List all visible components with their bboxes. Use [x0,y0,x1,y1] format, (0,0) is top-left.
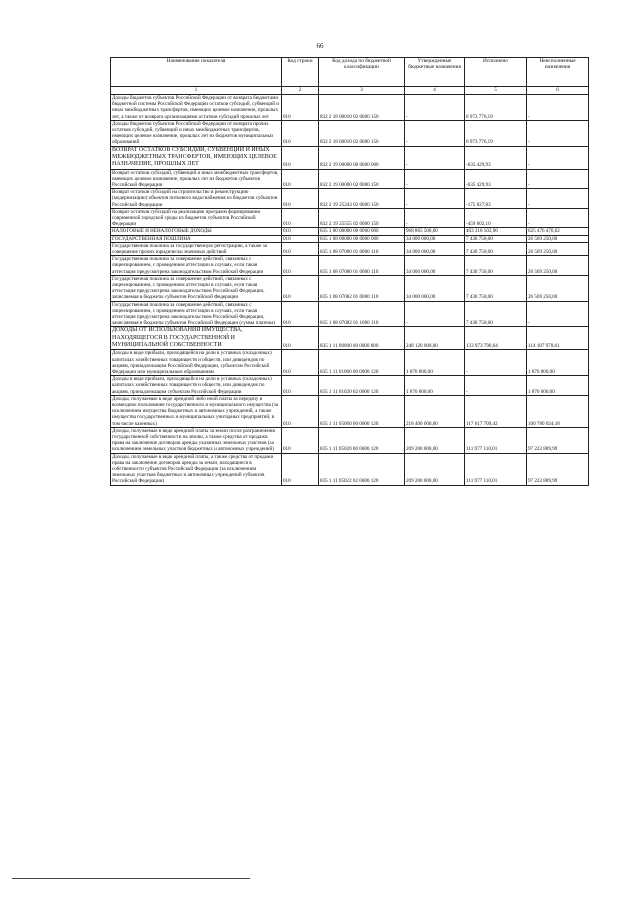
table-row [111,327,589,350]
row-approved: - [405,95,465,121]
row-name: Возврат остатков субсидий, субвенций и иных межбюджетных трансфертов, имеющих целевое назначение, прошлых лет из бюджетов субъектов Российской Федерации [111,169,282,189]
row-unexecuted: - [527,189,589,209]
column-number: 1 [111,87,282,95]
row-line-code: 010 [282,146,319,169]
row-name: Доходы в виде прибыли, приходящейся на доли в уставных (складочных) капиталах хозяйственных товариществ и обществ, или дивидендов по акциям, принадлежащим Российской Федерации, субъектам Российской Федерации или муниципальным образованиям [111,350,282,376]
row-executed: 7 430 750,00 [465,242,527,255]
row-unexecuted: - [527,301,589,327]
row-revenue-code: 835 1 11 05020 00 0000 120 [319,427,405,453]
column-header-line-code: Код строки [282,58,319,87]
row-name: Доходы, получаемые в виде арендной платы за земли после разграничения государственной собственности на землю, а также средства от продажи права на заключение договоров аренды указанных земельных участков (за исключением земельных участков бюджетных и автономных учреждений) [111,427,282,453]
row-name: Доходы бюджетов субъектов Российской Федерации от возврата бюджетами бюджетной системы Российской Федерации остатков субсидий, субвенций и иных межбюджетных трансфертов, имеющих целевое назначение, прошлых лет, а также от возврата организациями остатков субсидий прошлых лет [111,95,282,121]
row-line-code: 010 [282,395,319,427]
row-unexecuted: 1 876 000,00 [527,350,589,376]
column-header-name: Наименование показателя [111,58,282,87]
row-executed: 111 977 110,01 [465,427,527,453]
row-executed: 7 430 750,00 [465,235,527,242]
table-row [111,189,589,209]
row-name: Возврат остатков субсидий на реализацию программ формирования современной городской среды из бюджетов субъектов Российской Федерации [111,208,282,228]
row-approved: - [405,208,465,228]
row-name: ГОСУДАРСТВЕННАЯ ПОШЛИНА [111,235,282,242]
table-row [111,453,589,485]
row-line-code: 010 [282,242,319,255]
row-approved: 209 200 000,00 [405,427,465,453]
row-line-code: 010 [282,228,319,235]
row-line-code: 010 [282,235,319,242]
row-revenue-code: 835 1 08 07080 01 0000 110 [319,256,405,276]
row-unexecuted: - [527,95,589,121]
row-line-code: 010 [282,208,319,228]
row-revenue-code: 832 2 19 25555 02 0000 150 [319,208,405,228]
table-row [111,376,589,396]
row-executed: 7 430 750,00 [465,256,527,276]
table-row [111,169,589,189]
table-row [111,242,589,255]
row-executed: -175 827,83 [465,189,527,209]
row-name: Доходы в виде прибыли, приходящейся на доли в уставных (складочных) капиталах хозяйственных товариществ и обществ, или дивидендов по акциям, принадлежащим субъектам Российской Федерации [111,376,282,396]
table-row [111,235,589,242]
row-unexecuted: - [527,120,589,146]
row-executed: 403 318 502,96 [465,228,527,235]
row-line-code: 010 [282,95,319,121]
row-executed: 111 977 110,01 [465,453,527,485]
table-header-row [111,58,589,87]
row-approved: 34 000 000,00 [405,256,465,276]
row-unexecuted: - [527,146,589,169]
row-unexecuted: 114 187 970,61 [527,327,589,350]
row-revenue-code: 835 1 00 00000 00 0000 000 [319,228,405,235]
row-revenue-code: 832 2 18 60010 02 0000 150 [319,120,405,146]
row-approved: - [405,189,465,209]
row-line-code: 010 [282,376,319,396]
row-revenue-code: 835 1 11 05022 02 0000 120 [319,453,405,485]
row-approved: 1 876 000,00 [405,376,465,396]
footer-rule [12,878,250,879]
row-line-code: 010 [282,327,319,350]
row-unexecuted: 26 569 250,00 [527,242,589,255]
table-row [111,120,589,146]
row-revenue-code: 835 1 11 01000 00 0000 120 [319,350,405,376]
table-row [111,95,589,121]
row-name: Возврат остатков субсидий на строительство и реконструкцию (модернизацию) объектов питьевого водоснабжения из бюджетов субъектов Российской Федерации [111,189,282,209]
column-number: 2 [282,87,319,95]
row-line-code: 010 [282,189,319,209]
row-unexecuted: - [527,208,589,228]
column-number: 6 [527,87,589,95]
row-name: ВОЗВРАТ ОСТАТКОВ СУБСИДИЙ, СУБВЕНЦИЙ И ИНЫХ МЕЖБЮДЖЕТНЫХ ТРАНСФЕРТОВ, ИМЕЮЩИХ ЦЕЛЕВОЕ НАЗНАЧЕНИЕ, ПРОШЛЫХ ЛЕТ [111,146,282,169]
row-executed: -459 602,10 [465,208,527,228]
row-revenue-code: 832 2 19 00000 00 0000 000 [319,146,405,169]
row-revenue-code: 832 2 18 00010 02 0000 150 [319,95,405,121]
column-header-revenue-code: Код дохода по бюджетной классификации [319,58,405,87]
row-line-code: 010 [282,350,319,376]
row-unexecuted: 26 569 250,00 [527,256,589,276]
row-unexecuted: 625 476 470,02 [527,228,589,235]
table-row [111,146,589,169]
row-unexecuted: 1 876 000,00 [527,376,589,396]
table-row [111,350,589,376]
row-approved: 34 000 000,00 [405,235,465,242]
column-number: 5 [465,87,527,95]
row-unexecuted: 97 222 889,99 [527,453,589,485]
row-executed: -635 429,93 [465,169,527,189]
row-executed: 7 430 750,00 [465,301,527,327]
page-number: 66 [316,42,324,50]
row-unexecuted: - [527,169,589,189]
row-approved: - [405,146,465,169]
row-name: Доходы бюджетов субъектов Российской Федерации от возврата прочих остатков субсидий, субвенций и иных межбюджетных трансфертов, имеющих целевое назначение, прошлых лет из бюджетов муниципальных образований [111,120,282,146]
table-row [111,208,589,228]
table-row [111,427,589,453]
row-executed: 7 430 750,00 [465,275,527,301]
row-executed: - [465,350,527,376]
row-revenue-code: 835 1 08 07082 01 1000 110 [319,301,405,327]
column-header-executed: Исполнено [465,58,527,87]
row-unexecuted: 100 780 024,18 [527,395,589,427]
column-number: 3 [319,87,405,95]
row-approved: 218 400 000,00 [405,395,465,427]
column-number: 4 [405,87,465,95]
table-row [111,228,589,235]
budget-revenue-table [110,57,589,486]
row-line-code: 010 [282,256,319,276]
row-name: Доходы, получаемые в виде арендной либо иной платы за передачу в возмездное пользование государственного и муниципального имущества (за исключением имущества бюджетных и автономных учреждений, а также имущества государственных и муниципальных унитарных предприятий, в том числе казенных) [111,395,282,427]
row-name: Государственная пошлина за совершение действий, связанных с лицензированием, с проведением аттестации в случаях, если такая аттестация предусмотрена законодательством Российской Федерации, зачисляемая в бюджеты субъектов Российской Федерации [111,275,282,301]
row-line-code: 010 [282,301,319,327]
row-approved: - [405,301,465,327]
column-header-approved: Утвержденные бюджетные назначения [405,58,465,87]
row-executed: 117 617 709,42 [465,395,527,427]
row-line-code: 010 [282,120,319,146]
row-approved: 34 000 000,00 [405,275,465,301]
row-name: ДОХОДЫ ОТ ИСПОЛЬЗОВАНИЯ ИМУЩЕСТВА, НАХОДЯЩЕГОСЯ В ГОСУДАРСТВЕННОЙ И МУНИЦИПАЛЬНОЙ СОБСТВЕННОСТИ [111,327,282,350]
row-unexecuted: 26 569 250,00 [527,275,589,301]
row-revenue-code: 835 1 11 00000 00 0000 000 [319,327,405,350]
row-revenue-code: 835 1 08 00000 00 0000 000 [319,235,405,242]
row-executed: -635 429,93 [465,146,527,169]
row-approved: 34 000 000,00 [405,242,465,255]
row-unexecuted: 26 569 250,00 [527,235,589,242]
row-unexecuted: 97 222 889,99 [527,427,589,453]
row-revenue-code: 832 2 19 25243 02 0000 150 [319,189,405,209]
row-revenue-code: 835 1 08 07082 01 0000 110 [319,275,405,301]
row-revenue-code: 835 1 08 07000 01 0000 110 [319,242,405,255]
row-approved: 968 865 500,00 [405,228,465,235]
row-name: Доходы, получаемые в виде арендной платы, а также средства от продажи права на заключение договоров аренды за земли, находящиеся в собственности субъектов Российской Федерации (за исключением земельных участков бюджетных и автономных учреждений субъектов Российской Федерации) [111,453,282,485]
table-row [111,275,589,301]
row-approved: - [405,120,465,146]
row-approved: 209 200 000,00 [405,453,465,485]
column-header-unexecuted: Неисполненные назначения [527,58,589,87]
row-name: Государственная пошлина за государственную регистрацию, а также за совершение прочих юридически значимых действий [111,242,282,255]
row-name: НАЛОГОВЫЕ И НЕНАЛОГОВЫЕ ДОХОДЫ [111,228,282,235]
row-name: Государственная пошлина за совершение действий, связанных с лицензированием, с проведением аттестации в случаях, если такая аттестация предусмотрена законодательством Российской Федерации, зачисляемая в бюджеты субъектов Российской Федерации (сумма платежа) [111,301,282,327]
row-line-code: 010 [282,453,319,485]
row-line-code: 010 [282,169,319,189]
row-line-code: 010 [282,427,319,453]
row-revenue-code: 832 2 19 00000 02 0000 150 [319,169,405,189]
row-line-code: 010 [282,275,319,301]
row-executed: 6 973 776,19 [465,120,527,146]
table-row [111,256,589,276]
row-executed: - [465,376,527,396]
table-row [111,301,589,327]
table-row [111,395,589,427]
row-executed: 133 973 790,64 [465,327,527,350]
row-approved: - [405,169,465,189]
column-number-row [111,87,589,95]
row-revenue-code: 835 1 11 05000 00 0000 120 [319,395,405,427]
row-approved: 248 120 000,00 [405,327,465,350]
row-executed: 6 973 776,19 [465,95,527,121]
row-approved: 1 876 000,00 [405,350,465,376]
row-name: Государственная пошлина за совершение действий, связанных с лицензированием, с проведением аттестации в случаях, если такая аттестация предусмотрена законодательством Российской Федерации [111,256,282,276]
row-revenue-code: 835 1 11 01020 02 0000 120 [319,376,405,396]
